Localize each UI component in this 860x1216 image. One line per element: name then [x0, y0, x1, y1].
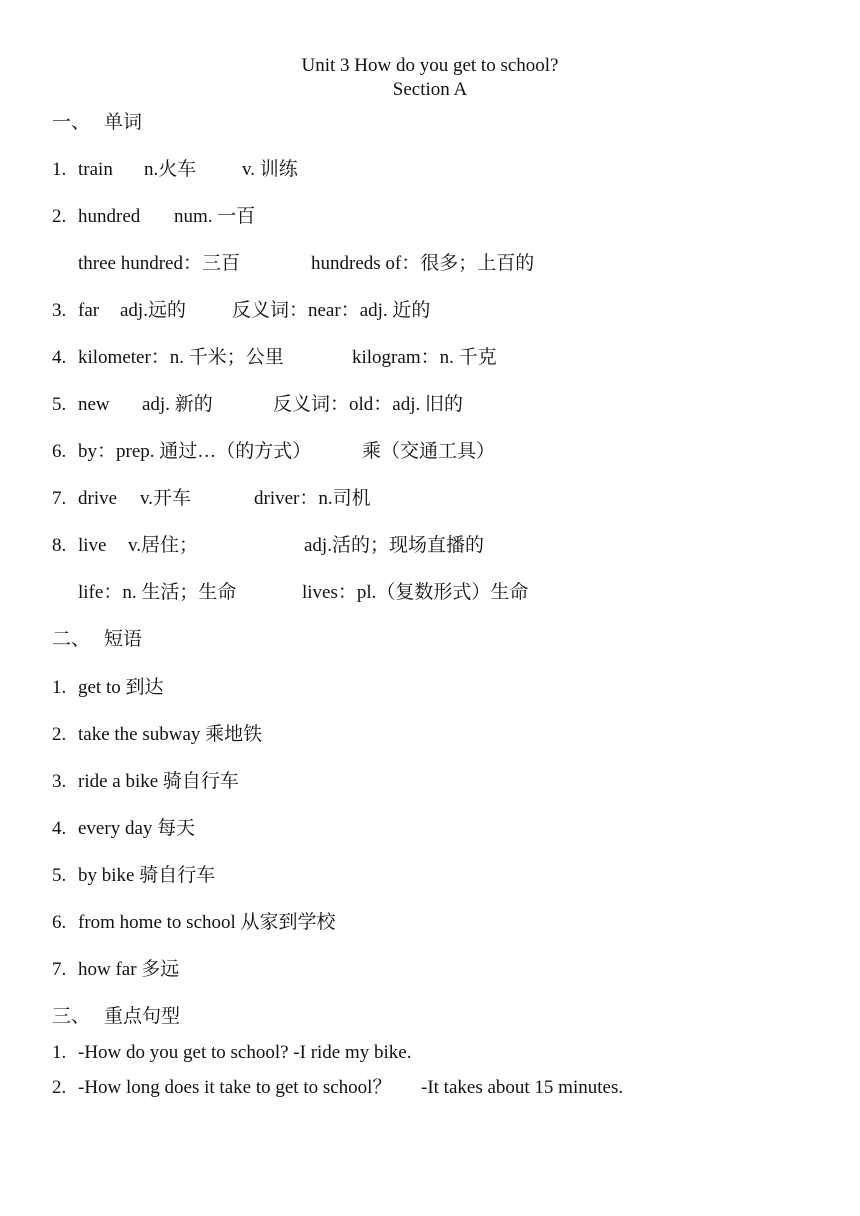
phrase-entry-5: 5. by bike 骑自行车 — [52, 865, 216, 886]
sentence-entry-1: 1. -How do you get to school? -I ride my bike. — [52, 1042, 412, 1063]
vocab-entry-2: 2. hundred num. 一百 — [52, 206, 256, 227]
phrase-entry-6: 6. from home to school 从家到学校 — [52, 912, 336, 933]
vocab-entry-1: 1. train n.火车 v. 训练 — [52, 159, 298, 180]
vocab-entry-4: 4. kilometer：n. 千米；公里 kilogram：n. 千克 — [52, 347, 497, 368]
vocab-entry-3: 3. far adj.远的 反义词：near：adj. 近的 — [52, 300, 431, 321]
phrase-entry-4: 4. every day 每天 — [52, 818, 196, 839]
phrase-entry-1: 1. get to 到达 — [52, 677, 164, 698]
vocab-entry-7: 7. drive v.开车 driver：n.司机 — [52, 488, 371, 509]
phrase-entry-7: 7. how far 多远 — [52, 959, 180, 980]
section-heading-vocabulary: 一、 单词 — [52, 112, 143, 133]
document-page: Unit 3 How do you get to school? Section A 一、 单词 1. train n.火车 v. 训练 2. hundred num. 一百 three hundred：三百 hundreds of：很多；上百的 3. far adj.远的 反义词：near：adj. 近的 4. kilometer：n. 千米；公里 kilogram：n. 千克 5. new adj. 新的 反义词：old：adj. 旧的 6. by：prep. 通过…（的方式） 乘（交通工具） 7. drive v.开车 driver：n.司机 8. live v.居住； adj.活的；现场直播的 life：n. 生活；生命 lives：pl.（复数形式）生命 二、 短语 1. get to 到达 2. take the subway 乘地铁 3. ride a bike 骑自行车 4. every day 每天 5. by bike 骑自行车 6. from home to school 从家到学校 7. how far 多远 三、 重点句型 1. -How do you get to school? -I ride my bike. 2. -How long does it take to get to school？ -It takes about 15 minutes. — [0, 0, 860, 1216]
unit-title: Unit 3 How do you get to school? — [301, 55, 559, 76]
document-title — [0, 54, 860, 102]
vocab-entry-5: 5. new adj. 新的 反义词：old：adj. 旧的 — [52, 394, 463, 415]
section-heading-phrases: 二、 短语 — [52, 629, 143, 650]
section-title: Section A — [392, 79, 468, 100]
vocab-entry-6: 6. by：prep. 通过…（的方式） 乘（交通工具） — [52, 441, 496, 462]
section-heading-key-sentences: 三、 重点句型 — [52, 1006, 181, 1027]
sentence-entry-2: 2. -How long does it take to get to school？ -It takes about 15 minutes. — [52, 1077, 624, 1098]
phrase-entry-2: 2. take the subway 乘地铁 — [52, 724, 263, 745]
phrase-entry-3: 3. ride a bike 骑自行车 — [52, 771, 239, 792]
vocab-entry-8: 8. live v.居住； adj.活的；现场直播的 — [52, 535, 484, 556]
